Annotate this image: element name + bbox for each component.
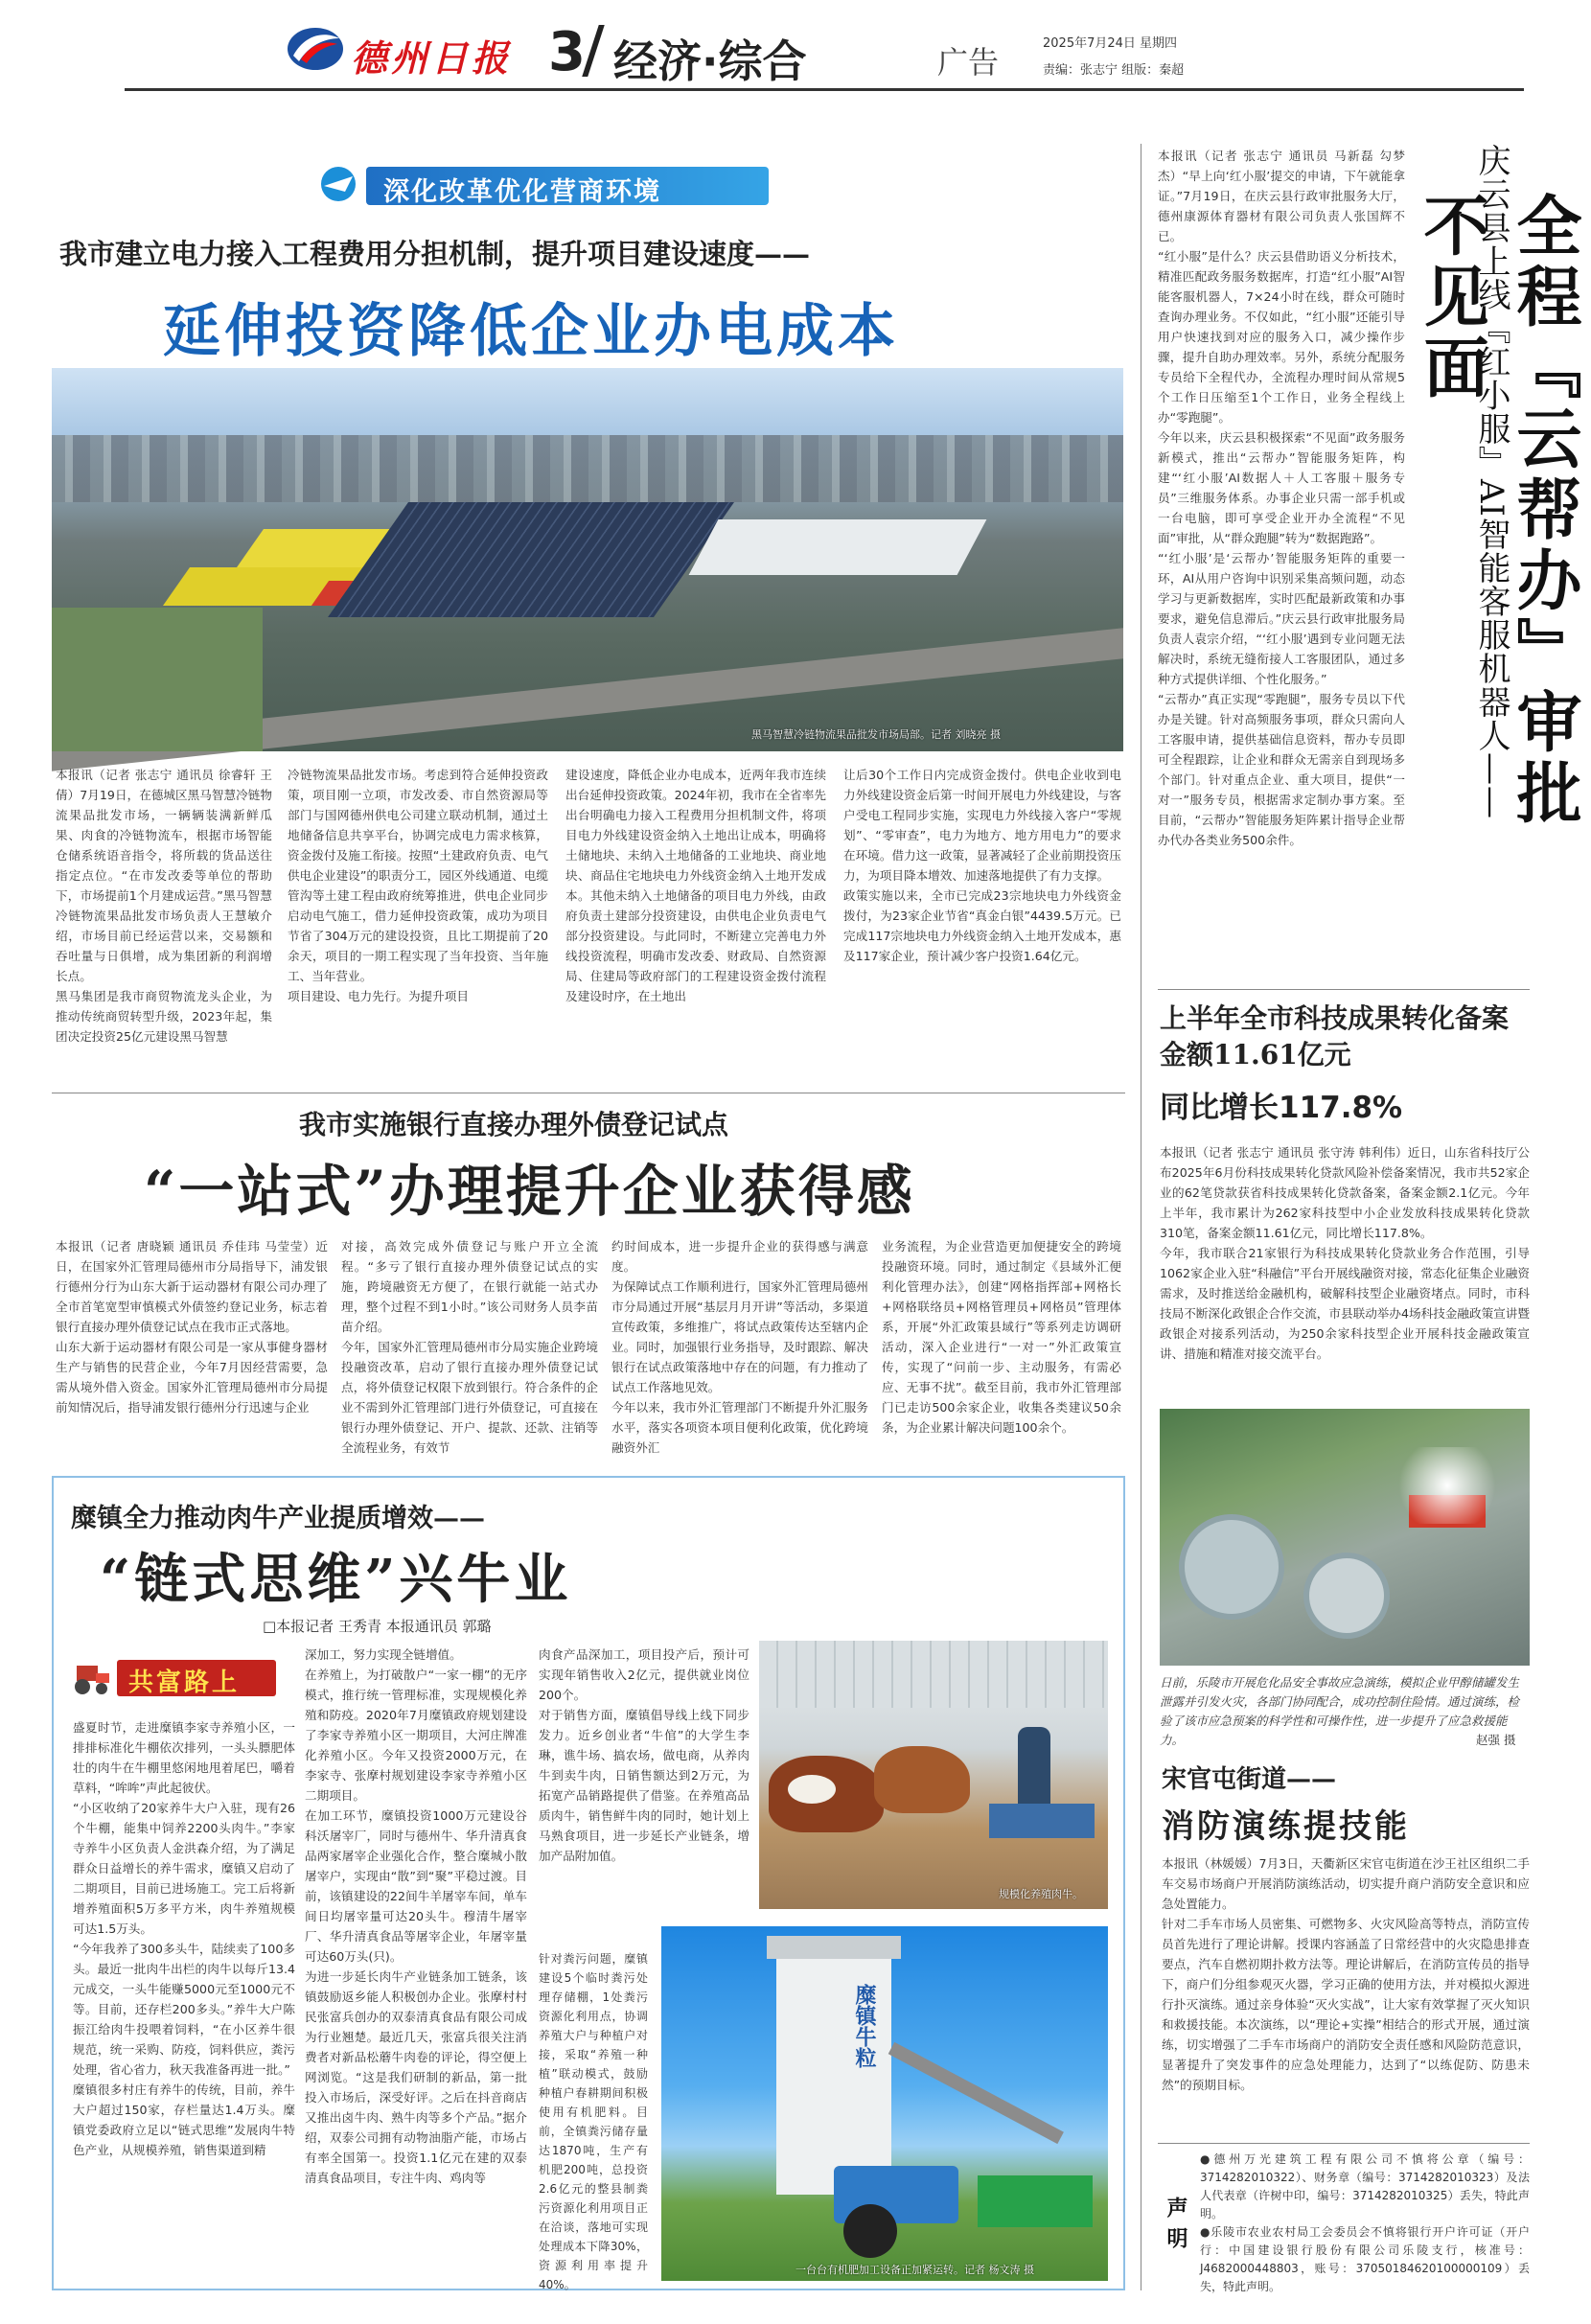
banner-slogan: 深化改革优化营商环境 [383, 177, 661, 207]
lead-photo [52, 368, 1123, 751]
ad-tag: 广告 [937, 44, 1000, 81]
cow-2 [874, 1746, 970, 1813]
water-spray [1390, 1447, 1505, 1524]
forex-col-4: 业务流程，为企业营造更加便捷安全的跨境投融资环境。同时，通过制定《县域外汇便利化管理办法》，创建“网格指挥部+网格长+网格联络员+网格管理员+网格员”管理体系，开展“外汇政策县域行”等系列走访调研活动，深入企业进行“一对一”外汇政策宣传，实现了“问前一步、主动服务，有需必应、无事不扰”。截至目前，我市外汇管理部门已走访500余家企业，收集各类建议50余条，为企业累计解决问题100余个。 [882, 1239, 1121, 1435]
feed-cart [989, 1804, 1095, 1838]
notice-label: 声明 [1164, 2197, 1188, 2258]
notice-item-2: ●乐陵市农业农村局工会委员会不慎将银行开户许可证（开户行：中国建设银行股份有限公司乐陵支行，核准号：J4682000448803，账号：37050184620100000109）丢失，特此声明。 [1200, 2225, 1530, 2293]
forex-kicker: 我市实施银行直接办理外债登记试点 [299, 1109, 729, 1140]
cattle-col-1: 盛夏时节，走进糜镇李家寺养殖小区，一排排标准化牛棚依次排列，一头头膘肥体壮的肉牛在牛棚里悠闲地甩着尾巴，嚼着草料，“哞哞”声此起彼伏。 “小区收纳了20家养牛大户入驻，现有26个牛棚，能集中饲养2200头肉牛。”李家寺养牛小区负责人金洪森介绍，为了满足群众日益增长的养牛需求，糜镇又启动了二期项目，目前已进场施工。完工后将新增养殖面积5万多平方米，肉牛养殖规模可达1.5万头。 “今年我养了300多头牛，陆续卖了100多头。最近一批肉牛出栏的肉牛以每斤13.4元成交，一头牛能赚5000元至1000元不等。目前，还存栏200多头。”养牛大户陈振江给肉牛投喂着饲料，“在小区养牛很规范，统一采购、防疫，饲料供应，粪污处理，省心省力，秋天我准备再进一批。” 糜镇很多村庄有养牛的传统，目前，养牛大户超过150家，存栏量达1.4万头。糜镇党委政府立足以“链式思维”发展肉牛特色产业，从规模养殖，销售渠道到精 [73, 1720, 295, 2157]
conveyor [888, 2042, 1064, 2144]
reform-banner [316, 161, 815, 211]
drill-photo [1160, 1409, 1530, 1666]
fire-text: 本报讯（林媛媛）7月3日，天衢新区宋官屯街道在沙王社区组织二手车交易市场商户开展消防演练活动，切实提升商户消防安全意识和应急处置能力。 针对二手车市场人员密集、可燃物多、火灾风险高等特点，消防宣传员首先进行了理论讲解。授课内容涵盖了日常经营中的火灾隐患排查要点，汽车自燃初期扑救方法等。理论讲解后，在消防宣传员的指导下，商户们分组参观灭火器，学习正确的使用方法，并对模拟火源进行扑灭演练。通过亲身体验“灭火实战”，让大家有效掌握了灭火知识和救援技能。本次演练，以“理论+实操”相结合的形式开展，通过演练，切实增强了二手车市场商户的消防安全责任感和风险防范意识，显著提升了突发事件的应急处理能力，达到了“以练促防、防患未然”的预期目标。 [1162, 1856, 1530, 2092]
tank-2 [1303, 1553, 1390, 1639]
forex-col-3: 约时间成本，进一步提升企业的获得感与满意度。 为保障试点工作顺利进行，国家外汇管理局德州市分局通过开展“基层月月开讲”等活动，多渠道宣传政策，多维推广，将试点政策传达至辖内企业。同时，加强银行业务指导，及时跟踪、解决银行在试点政策落地中存在的问题，有力推动了试点工作落地见效。 今年以来，我市外汇管理部门不断提升外汇服务水平，落实各项资本项目便利化政策，优化跨境融资外汇 [611, 1239, 868, 1455]
lead-photo-caption: 黑马智慧冷链物流果品批发市场局部。记者 刘晓亮 摄 [751, 728, 1001, 741]
drill-photo-credit: 赵强 摄 [1476, 1733, 1516, 1747]
divider-line [1158, 989, 1530, 990]
farmer-figure [1018, 1727, 1050, 1813]
silo-roof [767, 1936, 901, 1959]
cattle-byline: □本报记者 王秀青 本报通讯员 郭璐 [263, 1618, 492, 1635]
tech-title: 上半年全市科技成果转化备案金额11.61亿元 [1160, 1002, 1510, 1070]
drill-photo-caption: 日前，乐陵市开展危化品安全事故应急演练，模拟企业甲醇储罐发生泄露并引发火灾，各部门协同配合，成功控制住险情。通过演练，检验了该市应急预案的科学性和可操作性，进一步提升了应急救援能力。 [1160, 1675, 1520, 1747]
cattle-col-2: 深加工，努力实现全链增值。 在养殖上，为打破散户“一家一棚”的无序模式，推行统一管理标准，实现规模化养殖和防疫。2020年7月糜镇政府规划建设了李家寺养殖小区一期项目，大河庄牌准化养殖小区。今年又投资2000万元，在李家寺、张摩村规划建设李家寺养殖小区二期项目。 在加工环节，糜镇投资1000万元建设谷科沃屠宰厂，同时与德州牛、华升清真食品两家屠宰企业强化合作，整合糜城小散屠宰户，实现由“散”到“聚”平稳过渡。目前，该镇建设的22间牛羊屠宰车间，单车间日均屠宰量可达20头牛。穆清牛屠宰厂、华升清真食品等屠宰企业，年屠宰量可达60万头(只)。 为进一步延长肉牛产业链条加工链条，该镇鼓励返乡能人积极创办企业。张摩村村民张富兵创办的双泰清真食品有限公司成为行业翘楚。最近几天，张富兵很关注消费者对新品松蘑牛肉卷的评论，得空便上网浏览。“这是我们研制的新品，第一批投入市场后，深受好评。之后在抖音商店又推出卤牛肉、熟牛肉等多个产品。”据介绍，双泰公司拥有动物油脂产能，市场占有率全国第一。投资1.1亿元在建的双泰清真食品项目，专注牛肉、鸡肉等 [305, 1647, 527, 2185]
cattle-photo [759, 1641, 1108, 1909]
editors: 责编：张志宁 组版：秦超 [1043, 63, 1185, 78]
forex-col-2: 对接，高效完成外债登记与账户开立全流程。“多亏了银行直接办理外债登记试点的实施，跨境融资无方便了，在银行就能一站式办理，整个过程不到1小时。”该公司财务人员李苗苗介绍。 今年，国家外汇管理局德州市分局实施企业跨境投融资改革，启动了银行直接办理外债登记试点，将外债登记权限下放到银行。符合条件的企业不需到外汇管理部门进行外债登记，可直接在银行办理外债登记、开户、提款、还款、注销等全流程业务，有效节 [341, 1239, 598, 1455]
photo-solar-roof [328, 502, 734, 617]
lead-col-1: 本报讯（记者 张志宁 通讯员 徐睿轩 王倩）7月19日，在德城区黑马智慧冷链物流果品批发市场，一辆辆装满新鲜瓜果、肉食的冷链物流车，根据市场智能仓储系统语音指令，将所载的货品送往指定点位。“在市发改委等单位的帮助下，市场提前1个月建成运营。”黑马智慧冷链物流果品批发市场负责人王慧敏介绍，市场目前已经运营以来，交易额和吞吐量与日俱增，成为集团新的利润增长点。 黑马集团是我市商贸物流龙头企业，为推动传统商贸转型升级，2023年起，集团决定投资25亿元建设黑马智慧 [56, 768, 272, 1044]
cattle-tag [71, 1650, 276, 1704]
lead-title: 延伸投资降低企业办电成本 [163, 298, 899, 365]
masthead-rule [125, 88, 1524, 91]
notice-item-1: ●德州万光建筑工程有限公司不慎将公章（编号：3714282010322）、财务章（编号：3714282010323）及法人代表章（许树中印，编号：3714282010325）丢失，特此声明。 [1200, 2152, 1530, 2220]
yunbang-title: 全程『云帮办』审批不见面 [1413, 192, 1582, 830]
fire-title: 消防演练提技能 [1162, 1807, 1410, 1846]
silo-sign: 糜镇牛粒 [852, 1984, 876, 2068]
cattle-col-3b: 针对粪污问题，糜镇建设5个临时粪污处理存储棚，1处粪污资源化利用点，协调养殖大户与种植户对接，采取“养殖一种植”联动模式，鼓励种植户春耕期间积极使用有机肥料。目前，全镇粪污储存量达1870吨，生产有机肥200吨，总投资2.6亿元的整县制粪污资源化利用项目正在洽谈，落地可实现处理成本下降30%，资源利用率提升40%。 [539, 1952, 648, 2291]
tech-text: 本报讯（记者 张志宁 通讯员 张守涛 韩利伟）近日，山东省科技厅公布2025年6月份科技成果转化贷款风险补偿备案情况，我市共52家企业的62笔贷款获省科技成果转化贷款备案，备案金额2.1亿元。今年上半年，我市累计为262家科技型中小企业发放科技成果转化贷款310笔，备案金额11.61亿元，同比增长117.8%。 今年，我市联合21家银行为科技成果转化贷款业务合作范围，引导1062家企业入驻“科融信”平台开展线融资对接，常态化征集企业融资需求，及时推送给金融机构，破解科技型企业融资堵点。同时，市科技局不断深化政银企合作交流，市县联动举办4场科技金融政策宣讲暨政银企对接系列活动，为250余家科技型企业开展科技金融政策宣讲、措施和精准对接交流平台。 [1160, 1145, 1530, 1361]
notice-box [1158, 2151, 1530, 2293]
lead-col-4: 让后30个工作日内完成资金拨付。供电企业收到电力外线建设资金后第一时间开展电力外线建设，与客户受电工程同步实施，实现电力外线接入客户“零规划”、“零审查”，电力为地方、地方用电力”的要求在环境。借力这一政策，显著减轻了企业前期投资压力，为项目降本增效、加速落地提供了有力支撑。 政策实施以来，全市已完成23宗地块电力外线资金拨付，为23家企业节省“真金白银”4439.5万元。已完成117宗地块电力外线资金纳入土地开发成本，惠及117家企业，预计减少客户投资1.64亿元。 [843, 768, 1121, 963]
cow-1-patch [788, 1775, 836, 1804]
cattle-photo-caption: 规模化养殖肉牛。 [999, 1888, 1083, 1900]
forex-title: “一站式”办理提升企业获得感 [144, 1159, 915, 1224]
paper-name: 德州日报 [351, 36, 513, 80]
photo-city-band [52, 435, 1123, 502]
lead-kicker: 我市建立电力接入工程费用分担机制，提升项目建设速度—— [59, 238, 811, 270]
masthead [0, 0, 1560, 96]
forex-col-1: 本报讯（记者 唐晓颖 通讯员 乔佳玮 马莹莹）近日，在国家外汇管理局德州市分局指导下，浦发银行德州分行为山东大新于运动器材有限公司办理了全市首笔宽型审慎模式外债签约登记业务，标志着银行直接办理外债登记试点在我市正式落地。 山东大新于运动器材有限公司是一家从事健身器材生产与销售的民营企业，今年7月因经营需要，急需从境外借入资金。国家外汇管理局德州市分局提前知情况后，指导浦发银行德州分行迅速与企业 [56, 1239, 328, 1415]
lead-col-2: 冷链物流果品批发市场。考虑到符合延伸投资政策，项目刚一立项，市发改委、市自然资源局等部门与国网德州供电公司建立联动机制，通过土地储备信息共享平台，协调完成电力需求核算，资金拨付及施工衔接。按照“土建政府负责、电气供电企业建设”的职责分工，园区外线通道、电缆管沟等土建工程由政府统筹推进，供电企业同步启动电气施工，借力延伸投资政策，成功为项目节省了304万元的建设投资，且比工期提前了20余天，项目的一期工程实现了当年投资、当年施工、当年营业。 项目建设、电力先行。为提升项目 [288, 768, 548, 1003]
trailer [978, 2175, 1093, 2227]
fire-kicker: 宋官屯街道—— [1162, 1765, 1337, 1794]
tank-1 [1179, 1514, 1284, 1620]
page-number: 3 [548, 21, 586, 83]
section-name: 经济·综合 [613, 35, 807, 87]
photo-green-field [52, 608, 263, 751]
newspaper-logo [286, 25, 345, 73]
issue-date: 2025年7月24日 星期四 [1043, 36, 1178, 51]
cattle-col-3a: 肉食产品深加工，项目投产后，预计可实现年销售收入2亿元，提供就业岗位200个。 对于销售方面，糜镇倡导线上线下同步发力。近乡创业者“牛倌”的大学生李琳，谯牛场、搞农场，做电商，从养肉牛到卖牛肉，日销售额达到2万元，为拓宽产品销路提供了借鉴。在养殖高品质肉牛，销售鲜牛肉的同时，她计划上马熟食项目，进一步延长产业链条，增加产品附加值。 [539, 1647, 749, 1863]
tractor-icon [71, 1656, 113, 1698]
photo-white-hall [689, 519, 987, 575]
barn-roof [759, 1641, 1108, 1708]
yunbang-subtitle: 庆云县上线『红小服』AI智能客服机器人—— [1472, 144, 1510, 819]
lead-col-3: 建设速度，降低企业办电成本，近两年我市连续出台延伸投资政策。2024年初，我市在全省率先出台明确电力接入工程费用分担机制文件，将项目电力外线建设资金纳入土地出让成本，明确将土储地块、未纳入土地储备的工业地块、商业地块、商品住宅地块电力外线资金纳入土地开发成本。其他未纳入土地储备的项目电力外线，由政府负责土建部分投资建设，由供电企业负责电气部分投资建设。与此同时，不断建立完善电力外线投资流程，明确市发改委、财政局、自然资源局、住建局等政府部门的工程建设资金拨付流程及建设时序，在土地出 [565, 768, 826, 1003]
cattle-kicker: 糜镇全力推动肉牛产业提质增效—— [71, 1504, 485, 1533]
tech-subtitle: 同比增长117.8% [1160, 1091, 1403, 1125]
silo-tower [776, 1945, 891, 2195]
divider-line [1158, 2143, 1530, 2144]
banner-plane-icon [316, 165, 360, 203]
yunbang-text: 本报讯（记者 张志宁 通讯员 马新磊 勾梦杰）“早上向‘红小服’提交的申请，下午就能拿证。”7月19日，在庆云县行政审批服务大厅，德州康源体育器材有限公司负责人张国辉不已。 “红小服”是什么？庆云县借助语义分析技术，精准匹配政务服务数据库，打造“红小服”AI智能客服机器人，7×24小时在线，群众可随时查询办理业务。不仅如此，“红小服”还能引导用户快速找到对应的服务入口，减少操作步骤，提升自助办理效率。另外，系统分配服务专员给下全程代办，全流程办理时间从常规5个工作日压缩至1个工作日，业务全程线上办“零跑腿”。 今年以来，庆云县积极探索“不见面”政务服务新模式，推出“云帮办”智能服务矩阵，构建“‘红小服’AI数据人＋人工客服＋服务专员”三维服务体系。办事企业只需一部手机或一台电脑，即可享受企业开办全流程“不见面”审批，从“群众跑腿”转为“数据跑路”。 “‘红小服’是‘云帮办’智能服务矩阵的重要一环，AI从用户咨询中识别采集高频问题，动态学习与更新数据库，实时匹配最新政策和办事要求，避免信息滞后。”庆云县行政审批服务局负责人袁宗介绍，“‘红小服’遇到专业问题无法解决时，系统无缝衔接人工客服团队，通过多种方式提供详细、个性化服务。” “云帮办”真正实现“零跑腿”，服务专员以下代办是关键。针对高频服务事项，群众只需向人工客服申请，提供基础信息资料，帮办专员即可全程跟踪，让企业和群众无需亲自到现场多个部门。针对重点企业、重大项目，提供“一对一”服务专员，根据需求定制办事方案。至目前，“云帮办”智能服务矩阵累计指导企业帮办代办各类业务500余件。 [1158, 149, 1405, 847]
silo-photo [661, 1926, 1108, 2281]
cattle-tag-label: 共富路上 [128, 1668, 241, 1697]
cattle-title: “链式思维”兴牛业 [100, 1548, 572, 1611]
silo-photo-caption: 一台台有机肥加工设备正加紧运转。记者 杨文涛 摄 [796, 2264, 1034, 2276]
tractor-wheel [843, 2204, 897, 2258]
